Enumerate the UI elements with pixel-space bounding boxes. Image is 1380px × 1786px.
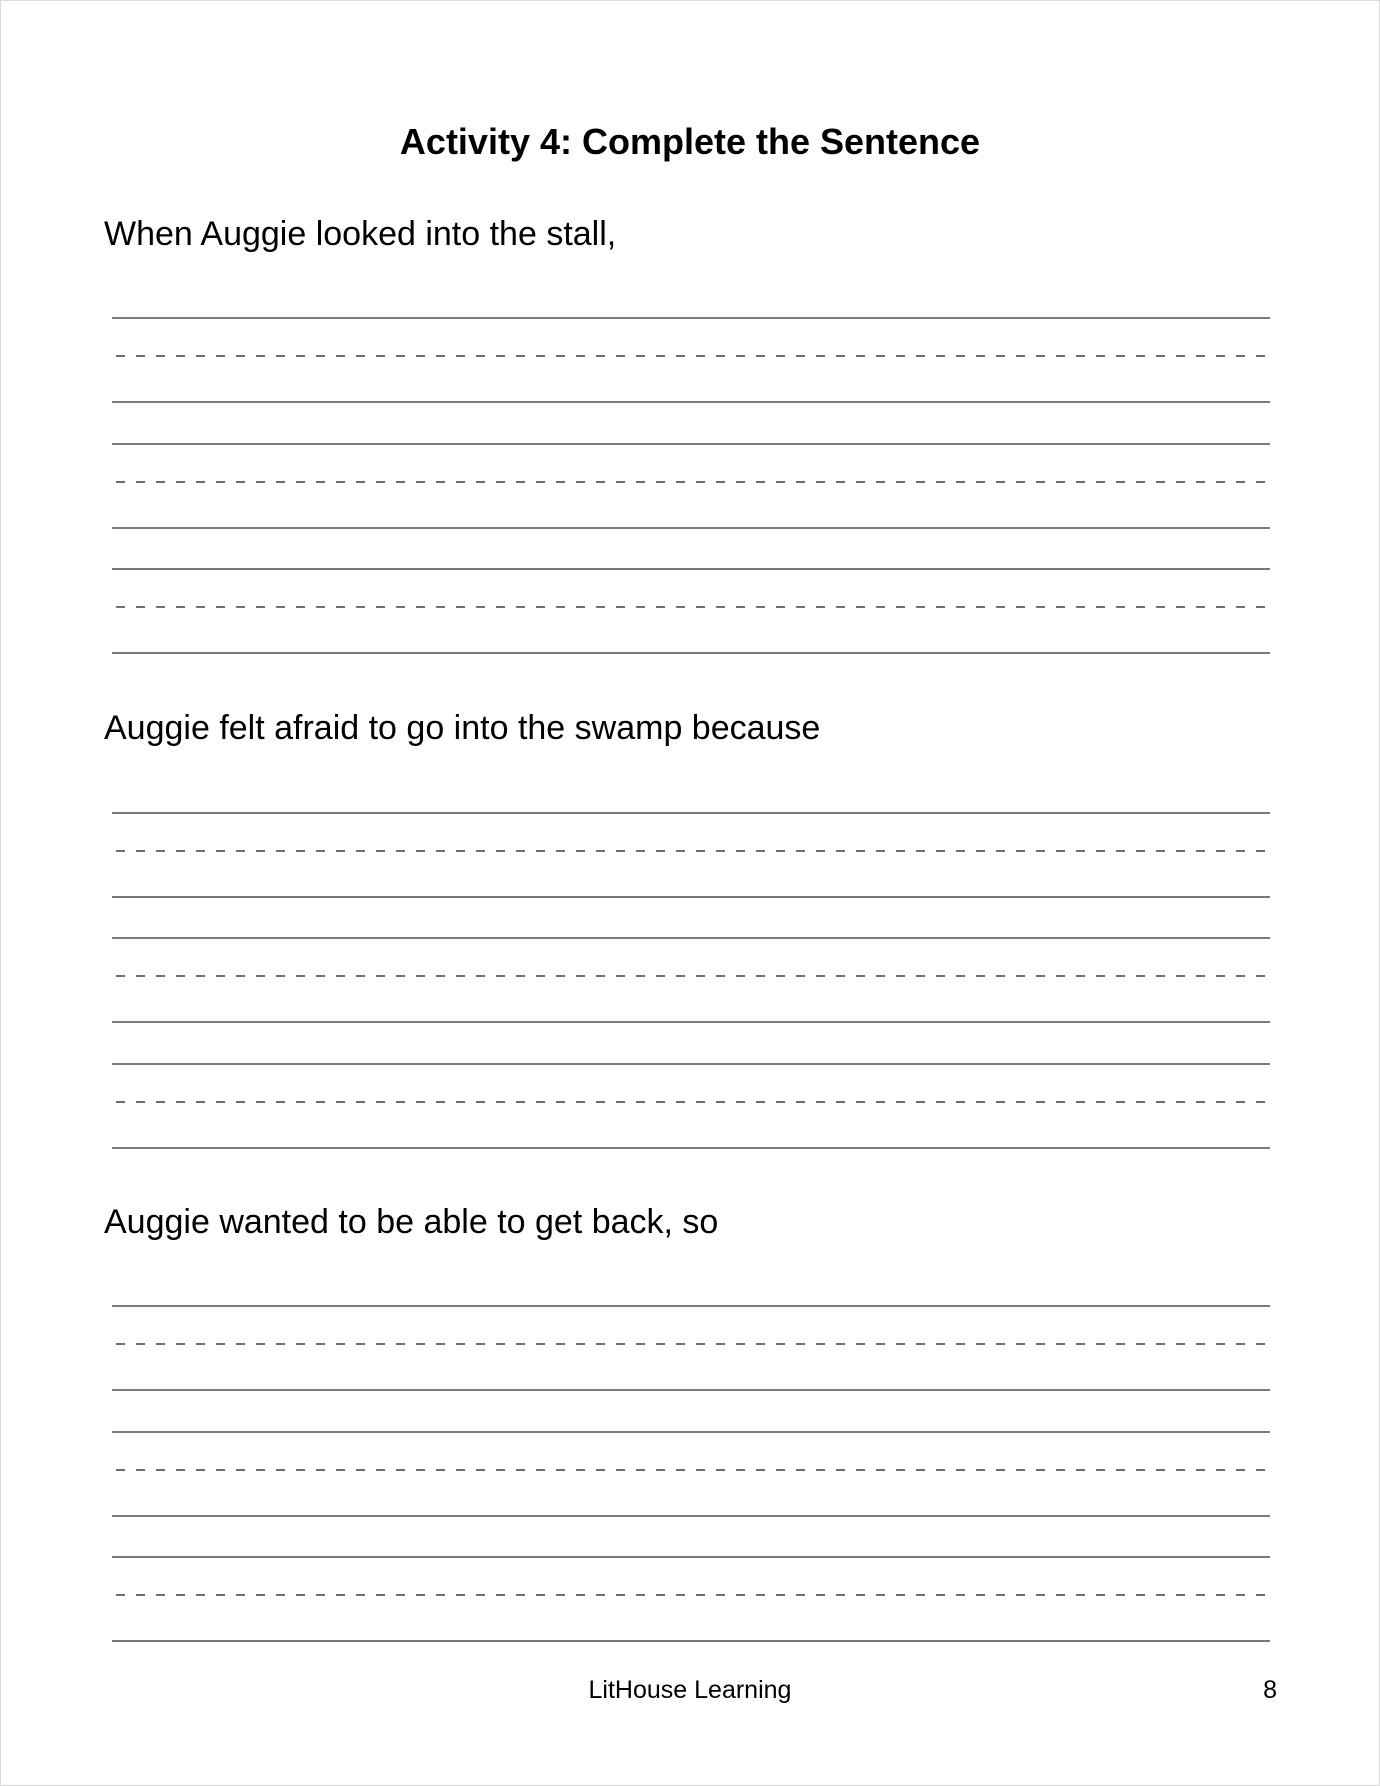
dashed-midline	[116, 850, 1270, 852]
solid-rule-line	[112, 1021, 1270, 1023]
solid-rule-line	[112, 317, 1270, 319]
page-number: 8	[1263, 1676, 1277, 1704]
solid-rule-line	[112, 401, 1270, 403]
solid-rule-line	[112, 527, 1270, 529]
solid-rule-line	[112, 896, 1270, 898]
dashed-midline	[116, 481, 1270, 483]
solid-rule-line	[112, 1556, 1270, 1558]
solid-rule-line	[112, 1431, 1270, 1433]
solid-rule-line	[112, 652, 1270, 654]
page-title: Activity 4: Complete the Sentence	[399, 121, 981, 162]
solid-rule-line	[112, 568, 1270, 570]
solid-rule-line	[112, 1640, 1270, 1642]
footer-publisher: LitHouse Learning	[588, 1676, 792, 1704]
dashed-midline	[116, 355, 1270, 357]
solid-rule-line	[112, 1063, 1270, 1065]
dashed-midline	[116, 1343, 1270, 1345]
dashed-midline	[116, 1101, 1270, 1103]
prompt-2: Auggie felt afraid to go into the swamp because	[104, 709, 821, 747]
prompt-1: When Auggie looked into the stall,	[104, 215, 617, 253]
solid-rule-line	[112, 937, 1270, 939]
prompt-3: Auggie wanted to be able to get back, so	[104, 1203, 719, 1241]
solid-rule-line	[112, 1305, 1270, 1307]
solid-rule-line	[112, 1147, 1270, 1149]
solid-rule-line	[112, 1515, 1270, 1517]
dashed-midline	[116, 1469, 1270, 1471]
solid-rule-line	[112, 1389, 1270, 1391]
solid-rule-line	[112, 443, 1270, 445]
dashed-midline	[116, 1594, 1270, 1596]
solid-rule-line	[112, 812, 1270, 814]
dashed-midline	[116, 975, 1270, 977]
dashed-midline	[116, 606, 1270, 608]
